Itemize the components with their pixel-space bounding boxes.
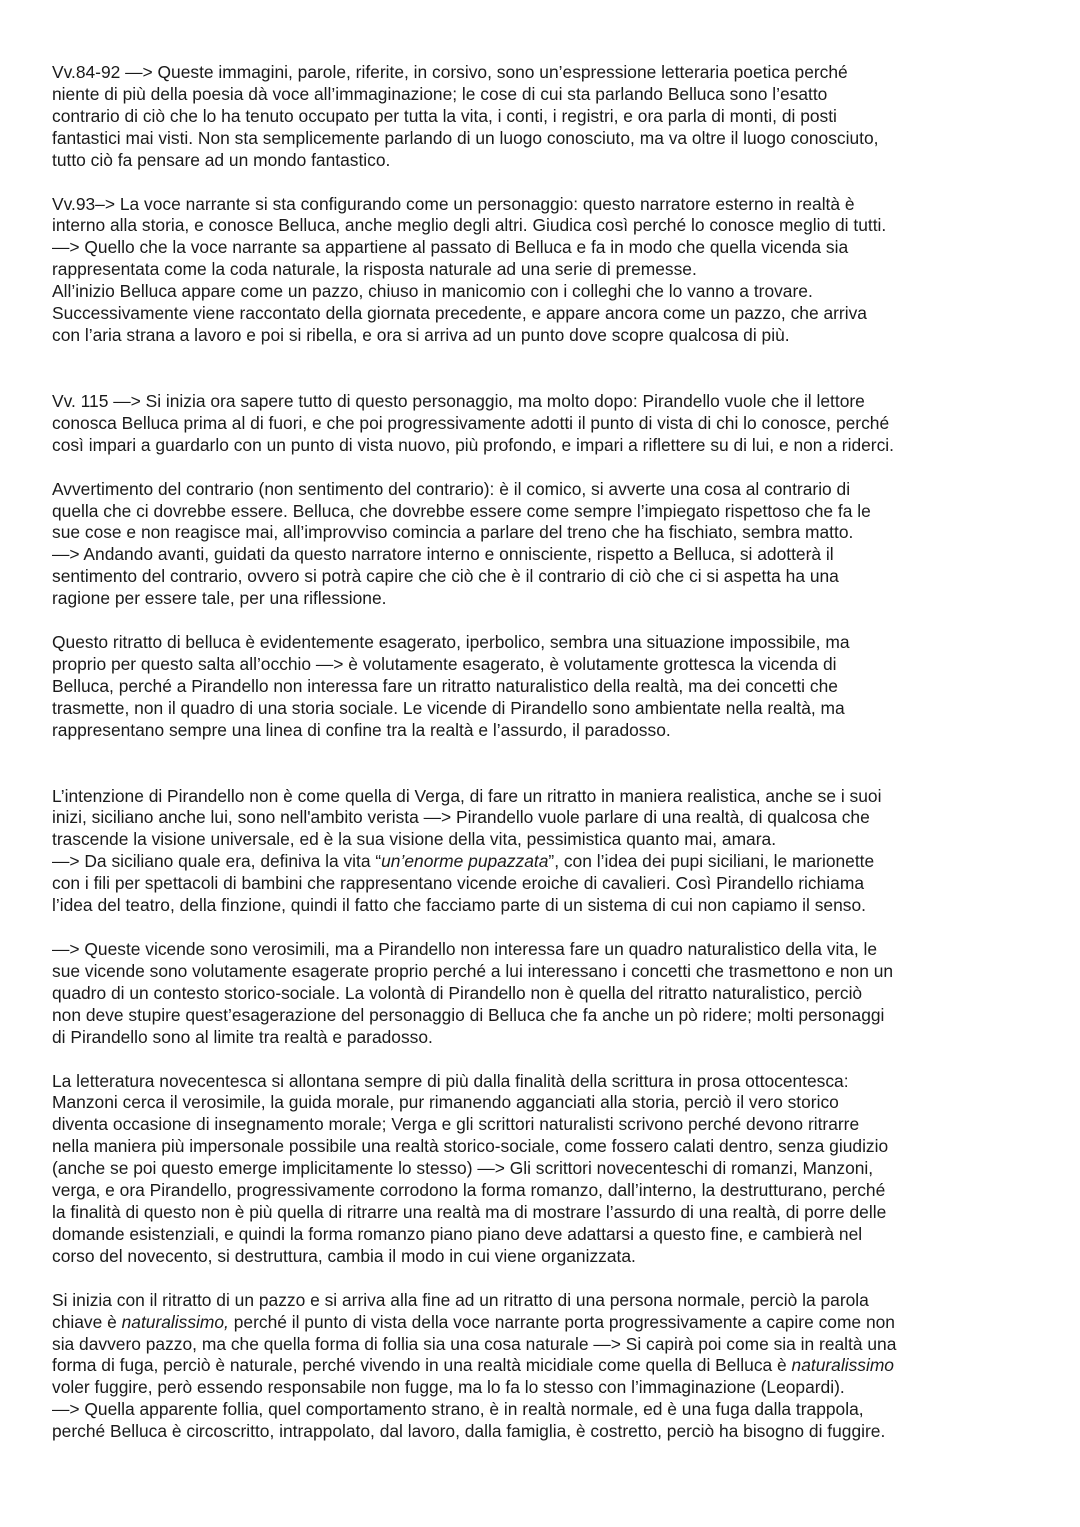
text-line: nella maniera più impersonale possibile una realtà storico-sociale, come fossero calati dentro, senza giudizio	[52, 1136, 889, 1157]
text-line: All’inizio Belluca appare come un pazzo, chiuso in manicomio con i colleghi che lo vanno a trovare.	[52, 281, 813, 302]
paragraph-spacer	[52, 1268, 1028, 1290]
italic-keyword: naturalissimo	[791, 1355, 894, 1376]
paragraph-vv93	[52, 194, 1028, 347]
text-line: —> Queste vicende sono verosimili, ma a Pirandello non interessa fare un quadro naturalistico della vita, le	[52, 939, 878, 959]
text-line	[52, 1355, 1028, 1377]
text-line: perché Belluca è circoscritto, intrappolato, dal lavoro, dalla famiglia, è costretto, perciò ha bisogno di fuggire.	[52, 1421, 886, 1442]
italic-keyword: naturalissimo,	[121, 1311, 229, 1332]
text-line: contrario di ciò che lo ha tenuto occupato per tutta la vita, i conti, i registri, e ora parla di monti, di posti	[52, 105, 837, 126]
text-run: perché il punto di vista della voce narrante porta progressivamente a capire come non	[228, 1311, 895, 1332]
text-line: rappresentata come la coda naturale, la risposta naturale ad una serie di premesse.	[52, 259, 697, 280]
paragraph-avvertimento	[52, 479, 1028, 610]
text-line: Successivamente viene raccontato della giornata precedente, e appare ancora come un pazzo, che arriva	[52, 303, 867, 324]
text-run: ”, con l’idea dei pupi siciliani, le marionette	[548, 851, 875, 872]
text-line: Vv. 115 —> Si inizia ora sapere tutto di questo personaggio, ma molto dopo: Pirandello vuole che il lettore	[52, 390, 865, 411]
text-run: forma di fuga, perciò è naturale, perché vivendo in una realtà micidiale come quella di Belluca è	[52, 1355, 792, 1376]
text-line: L’intenzione di Pirandello non è come quella di Verga, di fare un ritratto in maniera realistica, anche se i suoi	[52, 785, 882, 806]
text-line: Manzoni cerca il verosimile, la guida morale, pur rimanendo agganciati alla storia, perciò il vero storico	[52, 1092, 839, 1113]
text-run: chiave è	[52, 1311, 122, 1332]
text-line: sue cose e non reagisce mai, all’improvviso comincia a parlare del treno che ha fischiato, sembra matto.	[52, 522, 854, 543]
text-line: con i fili per spettacoli di bambini che rappresentano vicende eroiche di cavalieri. Così Pirandello richiama	[52, 873, 864, 894]
text-line: domande esistenziali, e quindi la forma romanzo piano piano deve adattarsi a questo fine, e cambierà nel	[52, 1223, 863, 1244]
paragraph-spacer	[52, 172, 1028, 194]
text-line: la finalità di questo non è più quella di ritrarre una realtà ma di mostrare l’assurdo di una realtà, di porre delle	[52, 1201, 887, 1222]
text-line: proprio per questo salta all’occhio —> è volutamente esagerato, è volutamente grottesca la vicenda di	[52, 653, 837, 674]
text-line: (anche se poi questo emerge implicitamente lo stesso) —> Gli scrittori novecenteschi di romanzi, Manzoni,	[52, 1158, 874, 1179]
text-line: Si inizia con il ritratto di un pazzo e si arriva alla fine ad un ritratto di una persona normale, perciò la parola	[52, 1289, 869, 1310]
text-line: —> Quella apparente follia, quel comportamento strano, è in realtà normale, ed è una fuga dalla trappola,	[52, 1399, 864, 1420]
text-line: Questo ritratto di belluca è evidentemente esagerato, iperbolico, sembra una situazione impossibile, ma	[52, 632, 850, 653]
text-line: con l’aria strana a lavoro e poi si ribella, e ora si arriva ad un punto dove scopre qualcosa di più.	[52, 324, 790, 345]
text-line: rappresentano sempre una linea di confine tra la realtà e l’assurdo, il paradosso.	[52, 719, 671, 740]
text-line: Vv.93–> La voce narrante si sta configurando come un personaggio: questo narratore esterno in realtà è	[52, 193, 855, 214]
text-line: l’idea del teatro, della finzione, quindi il fatto che facciamo parte di un sistema di cui non capiamo il senso.	[52, 895, 866, 916]
paragraph-naturalissimo	[52, 1290, 1028, 1443]
paragraph-vv115	[52, 391, 1028, 457]
text-line: sia davvero pazzo, ma che quella forma di follia sia una cosa naturale —> Si capirà poi come sia in realtà una	[52, 1333, 897, 1354]
text-run: —> Da siciliano quale era, definiva la vita “	[52, 851, 382, 872]
text-line: interno alla storia, e conosce Belluca, anche meglio degli altri. Giudica così perché lo conosce meglio di tutti.	[52, 215, 887, 236]
text-line: —> Andando avanti, guidati da questo narratore interno e onnisciente, rispetto a Belluca, si adotterà il	[52, 544, 834, 565]
text-line: trascende la visione universale, ed è la sua visione della vita, pessimistica quanto mai, amara.	[52, 829, 777, 850]
text-line: niente di più della poesia dà voce all’immaginazione; le cose di cui sta parlando Belluca sono l’esatto	[52, 83, 828, 104]
text-line: così impari a guardarlo con un punto di vista nuovo, più profondo, e impari a riflettere su di lui, e non a riderci.	[52, 434, 894, 455]
paragraph-spacer	[52, 742, 1028, 786]
text-line: —> Quello che la voce narrante sa appartiene al passato di Belluca e fa in modo che quella vicenda sia	[52, 237, 849, 258]
text-line: Avvertimento del contrario (non sentimento del contrario): è il comico, si avverte una cosa al contrario di	[52, 478, 851, 499]
text-line: fantastici mai visti. Non sta semplicemente parlando di un luogo conosciuto, ma va oltre il luogo conosciuto,	[52, 127, 879, 148]
text-line: ragione per essere tale, per una riflessione.	[52, 588, 387, 609]
text-line: inizi, siciliano anche lui, sono nell'ambito verista —> Pirandello vuole parlare di una realtà, di qualcosa che	[52, 807, 870, 828]
text-line: La letteratura novecentesca si allontana sempre di più dalla finalità della scrittura in prosa ottocentesca:	[52, 1070, 849, 1091]
text-line: di Pirandello sono al limite tra realtà e paradosso.	[52, 1026, 433, 1047]
text-line	[52, 851, 1028, 873]
text-line: Vv.84-92 —> Queste immagini, parole, riferite, in corsivo, sono un’espressione letteraria poetica perché	[52, 62, 848, 82]
text-line: verga, e ora Pirandello, progressivamente corrodono la forma romanzo, dall’interno, la destrutturano, perché	[52, 1180, 886, 1201]
text-line: trasmette, non il quadro di una storia sociale. Le vicende di Pirandello sono ambientate nella realtà, ma	[52, 697, 845, 718]
paragraph-vv84-92	[52, 62, 1028, 172]
paragraph-spacer	[52, 610, 1028, 632]
text-line: corso del novecento, si destruttura, cambia il modo in cui viene organizzata.	[52, 1245, 636, 1266]
text-line: sentimento del contrario, ovvero si potrà capire che ciò che è il contrario di ciò che ci si aspetta ha una	[52, 566, 839, 587]
text-line: diventa occasione di insegnamento morale; Verga e gli scrittori naturalisti scrivono perché devono ritrarre	[52, 1114, 860, 1135]
paragraph-verosimili	[52, 939, 1028, 1049]
text-line: quella che ci dovrebbe essere. Belluca, che dovrebbe essere come sempre l’impiegato rispettoso che fa le	[52, 500, 871, 521]
italic-quote: un’enorme pupazzata	[381, 851, 549, 872]
paragraph-ritratto	[52, 632, 1028, 742]
paragraph-spacer	[52, 347, 1028, 391]
paragraph-intenzione	[52, 786, 1028, 917]
text-line: Belluca, perché a Pirandello non interessa fare un ritratto naturalistico della realtà, ma dei concetti che	[52, 675, 838, 696]
text-line: non deve stupire quest’esagerazione del personaggio di Belluca che fa anche un pò ridere; molti personaggi	[52, 1004, 885, 1025]
paragraph-spacer	[52, 1049, 1028, 1071]
text-line: quadro di un contesto storico-sociale. La volontà di Pirandello non è quella del ritratto naturalistico, perciò	[52, 982, 863, 1003]
text-line: voler fuggire, però essendo responsabile non fugge, ma lo fa lo stesso con l’immaginazione (Leopardi).	[52, 1377, 845, 1398]
text-line	[52, 1312, 1028, 1334]
paragraph-letteratura	[52, 1071, 1028, 1268]
text-line: conosca Belluca prima al di fuori, e che poi progressivamente adotti il punto di vista di chi lo conosce, perché	[52, 412, 890, 433]
paragraph-spacer	[52, 917, 1028, 939]
text-line: sue vicende sono volutamente esagerate proprio perché a lui interessano i concetti che trasmettono e non un	[52, 960, 894, 981]
text-line: tutto ciò fa pensare ad un mondo fantastico.	[52, 149, 391, 170]
paragraph-spacer	[52, 457, 1028, 479]
